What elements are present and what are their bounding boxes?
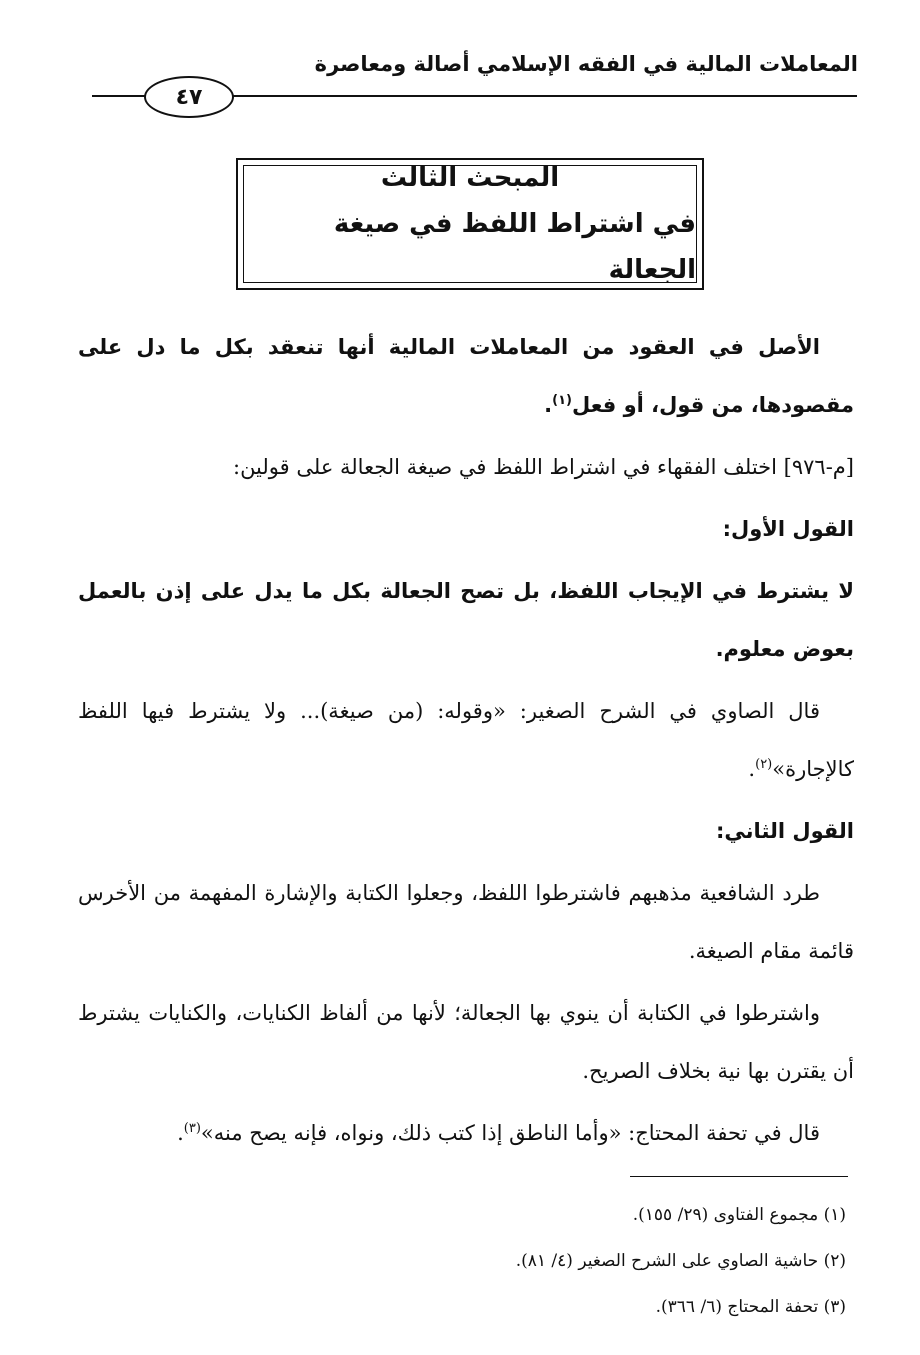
chapter-title-inner-frame	[243, 165, 697, 283]
paragraph-first-opinion: لا يشترط في الإيجاب اللفظ، بل تصح الجعالة بكل ما يدل على إذن بالعمل بعوض معلوم.	[78, 579, 854, 661]
chapter-title: المبحث الثالث	[380, 163, 560, 193]
footnote-ref-1: (١)	[552, 393, 572, 408]
footnotes	[146, 1192, 846, 1330]
chapter-subtitle: في اشتراط اللفظ في صيغة الجعالة	[333, 209, 696, 285]
body-text	[78, 318, 854, 1166]
page-number-badge: ٤٧	[144, 76, 234, 118]
footnote-ref-2: (٢)	[755, 757, 773, 772]
paragraph-shafii-view: طرد الشافعية مذهبهم فاشترطوا اللفظ، وجعلوا الكتابة والإشارة المفهمة من الأخرس قائمة مقام الصيغة.	[78, 881, 854, 963]
paragraph-writing-condition: واشترطوا في الكتابة أن ينوي بها الجعالة؛ لأنها من ألفاظ الكنايات، والكنايات يشترط أن يقترن بها نية بخلاف الصريح.	[78, 1001, 854, 1083]
paragraph-tuhfa-quote: قال في تحفة المحتاج: «وأما الناطق إذا كتب ذلك، ونواه، فإنه يصح منه»$^{(٣)}$.	[177, 1121, 820, 1145]
paragraph-principle: الأصل في العقود من المعاملات المالية أنها تنعقد بكل ما دل على مقصودها، من قول، أو فعل$^{(١)}$.	[78, 335, 854, 417]
footnote-ref-3: (٣)	[183, 1121, 201, 1136]
footnote-3: (٣) تحفة المحتاج (٦/ ٣٦٦).	[655, 1297, 846, 1317]
paragraph-disagreement: [م-٩٧٦] اختلف الفقهاء في اشتراط اللفظ في صيغة الجعالة على قولين:	[233, 455, 854, 479]
first-opinion-heading: القول الأول:	[722, 517, 854, 541]
second-opinion-heading: القول الثاني:	[716, 819, 854, 843]
running-header-title: المعاملات المالية في الفقه الإسلامي أصالة ومعاصرة	[314, 52, 858, 76]
footnote-1: (١) مجموع الفتاوى (٢٩/ ١٥٥).	[632, 1205, 846, 1225]
footnote-separator	[630, 1176, 848, 1177]
paragraph-sawi-quote: قال الصاوي في الشرح الصغير: «وقوله: (من صيغة)... ولا يشترط فيها اللفظ كالإجارة»$^{(٢)}$.	[78, 699, 854, 781]
chapter-title-box	[236, 158, 704, 290]
footnote-2: (٢) حاشية الصاوي على الشرح الصغير (٤/ ٨١).	[515, 1251, 846, 1271]
